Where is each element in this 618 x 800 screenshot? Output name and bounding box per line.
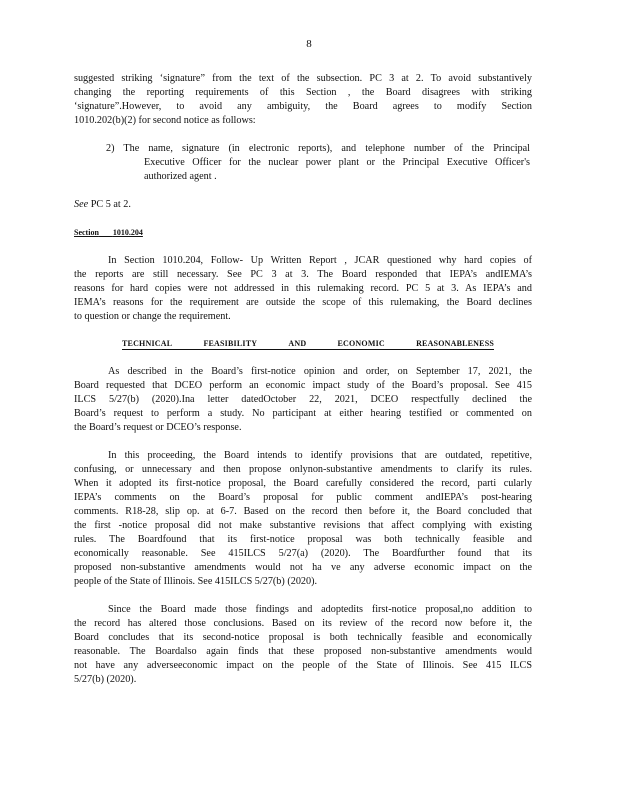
paragraph-line: 1010.202(b)(2) for second notice as follows: — [74, 115, 256, 126]
heading-word: TECHNICAL — [122, 339, 173, 348]
heading-word: ECONOMIC — [337, 339, 385, 348]
paragraph-line: In Section 1010.204, Follow- Up Written Report , JCAR questioned why hard copies of — [108, 255, 532, 266]
quoted-rule-line: Executive Officer for the nuclear power plant or the Principal Executive Officer's — [144, 157, 530, 168]
see-signal: See — [74, 199, 89, 210]
paragraph-line: ‘signature”.However, to avoid any ambiguity, the Board agrees to modify Section — [74, 101, 532, 112]
paragraph-line: Board’s request to perform a study. No participant at either hearing testified or commented on — [74, 408, 532, 419]
technical-feasibility-heading — [122, 339, 494, 350]
heading-word: REASONABLENESS — [416, 339, 494, 348]
paragraph-line: the record has altered those conclusions. Based on its review of the record now before it, the — [74, 618, 532, 629]
section-heading-label: Section — [74, 228, 99, 237]
paragraph-line: In this proceeding, the Board intends to identify provisions that are outdated, repetitive, — [108, 450, 532, 461]
paragraph-line: confusing, or unnecessary and then propose onlynon-substantive amendments to clarify its rules. — [74, 464, 532, 475]
paragraph-line: the Board’s request or DCEO’s response. — [74, 422, 242, 433]
citation-text: PC 5 at 2. — [88, 199, 131, 210]
section-heading — [74, 228, 143, 237]
paragraph-line: not have any adverseeconomic impact on the people of the State of Illinois. See 415 ILCS — [74, 660, 532, 671]
paragraph-line: comments. R18-28, slip op. at 6-7. Based on the record then before it, the Board concluded that — [74, 506, 532, 517]
paragraph-line: As described in the Board’s first-notice opinion and order, on September 17, 2021, the — [108, 366, 532, 377]
quoted-rule-line: authorized agent . — [144, 171, 217, 182]
paragraph-line: economically reasonable. See 415ILCS 5/27(a) (2020). The Boardfurther found that its — [74, 548, 532, 559]
paragraph-line: rules. The Boardfound that its first-notice proposal was both technically feasible and — [74, 534, 532, 545]
paragraph-line: people of the State of Illinois. See 415ILCS 5/27(b) (2020). — [74, 576, 318, 587]
heading-word: FEASIBILITY — [203, 339, 258, 348]
section-heading-number: 1010.204 — [112, 228, 143, 237]
quoted-rule-line: 2) The name, signature (in electronic reports), and telephone number of the Principal — [106, 143, 530, 154]
paragraph-line: When it adopted its first-notice proposal, the Board carefully considered the record, parti cularly — [74, 478, 532, 489]
paragraph-line: Since the Board made those findings and adoptedits first-notice proposal,no addition to — [108, 604, 532, 615]
heading-word: AND — [288, 339, 307, 348]
paragraph-line: ILCS 5/27(b) (2020).Ina letter datedOctober 22, 2021, DCEO respectfully declined the — [74, 394, 532, 405]
paragraph-line: proposed non-substantive amendments would not ha ve any adverse economic impact on the — [74, 562, 532, 573]
paragraph-line: suggested striking ‘signature” from the text of the subsection. PC 3 at 2. To avoid substantively — [74, 73, 532, 84]
page-number: 8 — [306, 38, 312, 50]
paragraph-line: 5/27(b) (2020). — [74, 674, 137, 685]
paragraph-line: the reports are still necessary. See PC 3 at 3. The Board responded that IEPA’s andIEMA’s — [74, 269, 532, 280]
paragraph-line: the first -notice proposal did not make substantive revisions that affect complying with existing — [74, 520, 532, 531]
paragraph-line: changing the reporting requirements of this Section , the Board disagrees with striking — [74, 87, 532, 98]
paragraph-line: IEPA’s comments on the Board’s proposal for public comment andIEPA’s post-hearing — [74, 492, 532, 503]
citation-line — [74, 199, 532, 211]
paragraph-line: Board requested that DCEO perform an economic impact study of the Board’s proposal. See 415 — [74, 380, 532, 391]
paragraph-line: reasonable. The Boardalso again finds that these proposed non-substantive amendments would — [74, 646, 532, 657]
paragraph-line: Board concludes that its second-notice proposal is both technically feasible and economically — [74, 632, 532, 643]
paragraph-line: IEMA’s reasons for the requirement are outside the scope of this rulemaking, the Board declines — [74, 297, 532, 308]
paragraph-line: to question or change the requirement. — [74, 311, 231, 322]
paragraph-line: reasons for hard copies were not addressed in this rulemaking record. PC 5 at 3. As IEPA’s and — [74, 283, 532, 294]
